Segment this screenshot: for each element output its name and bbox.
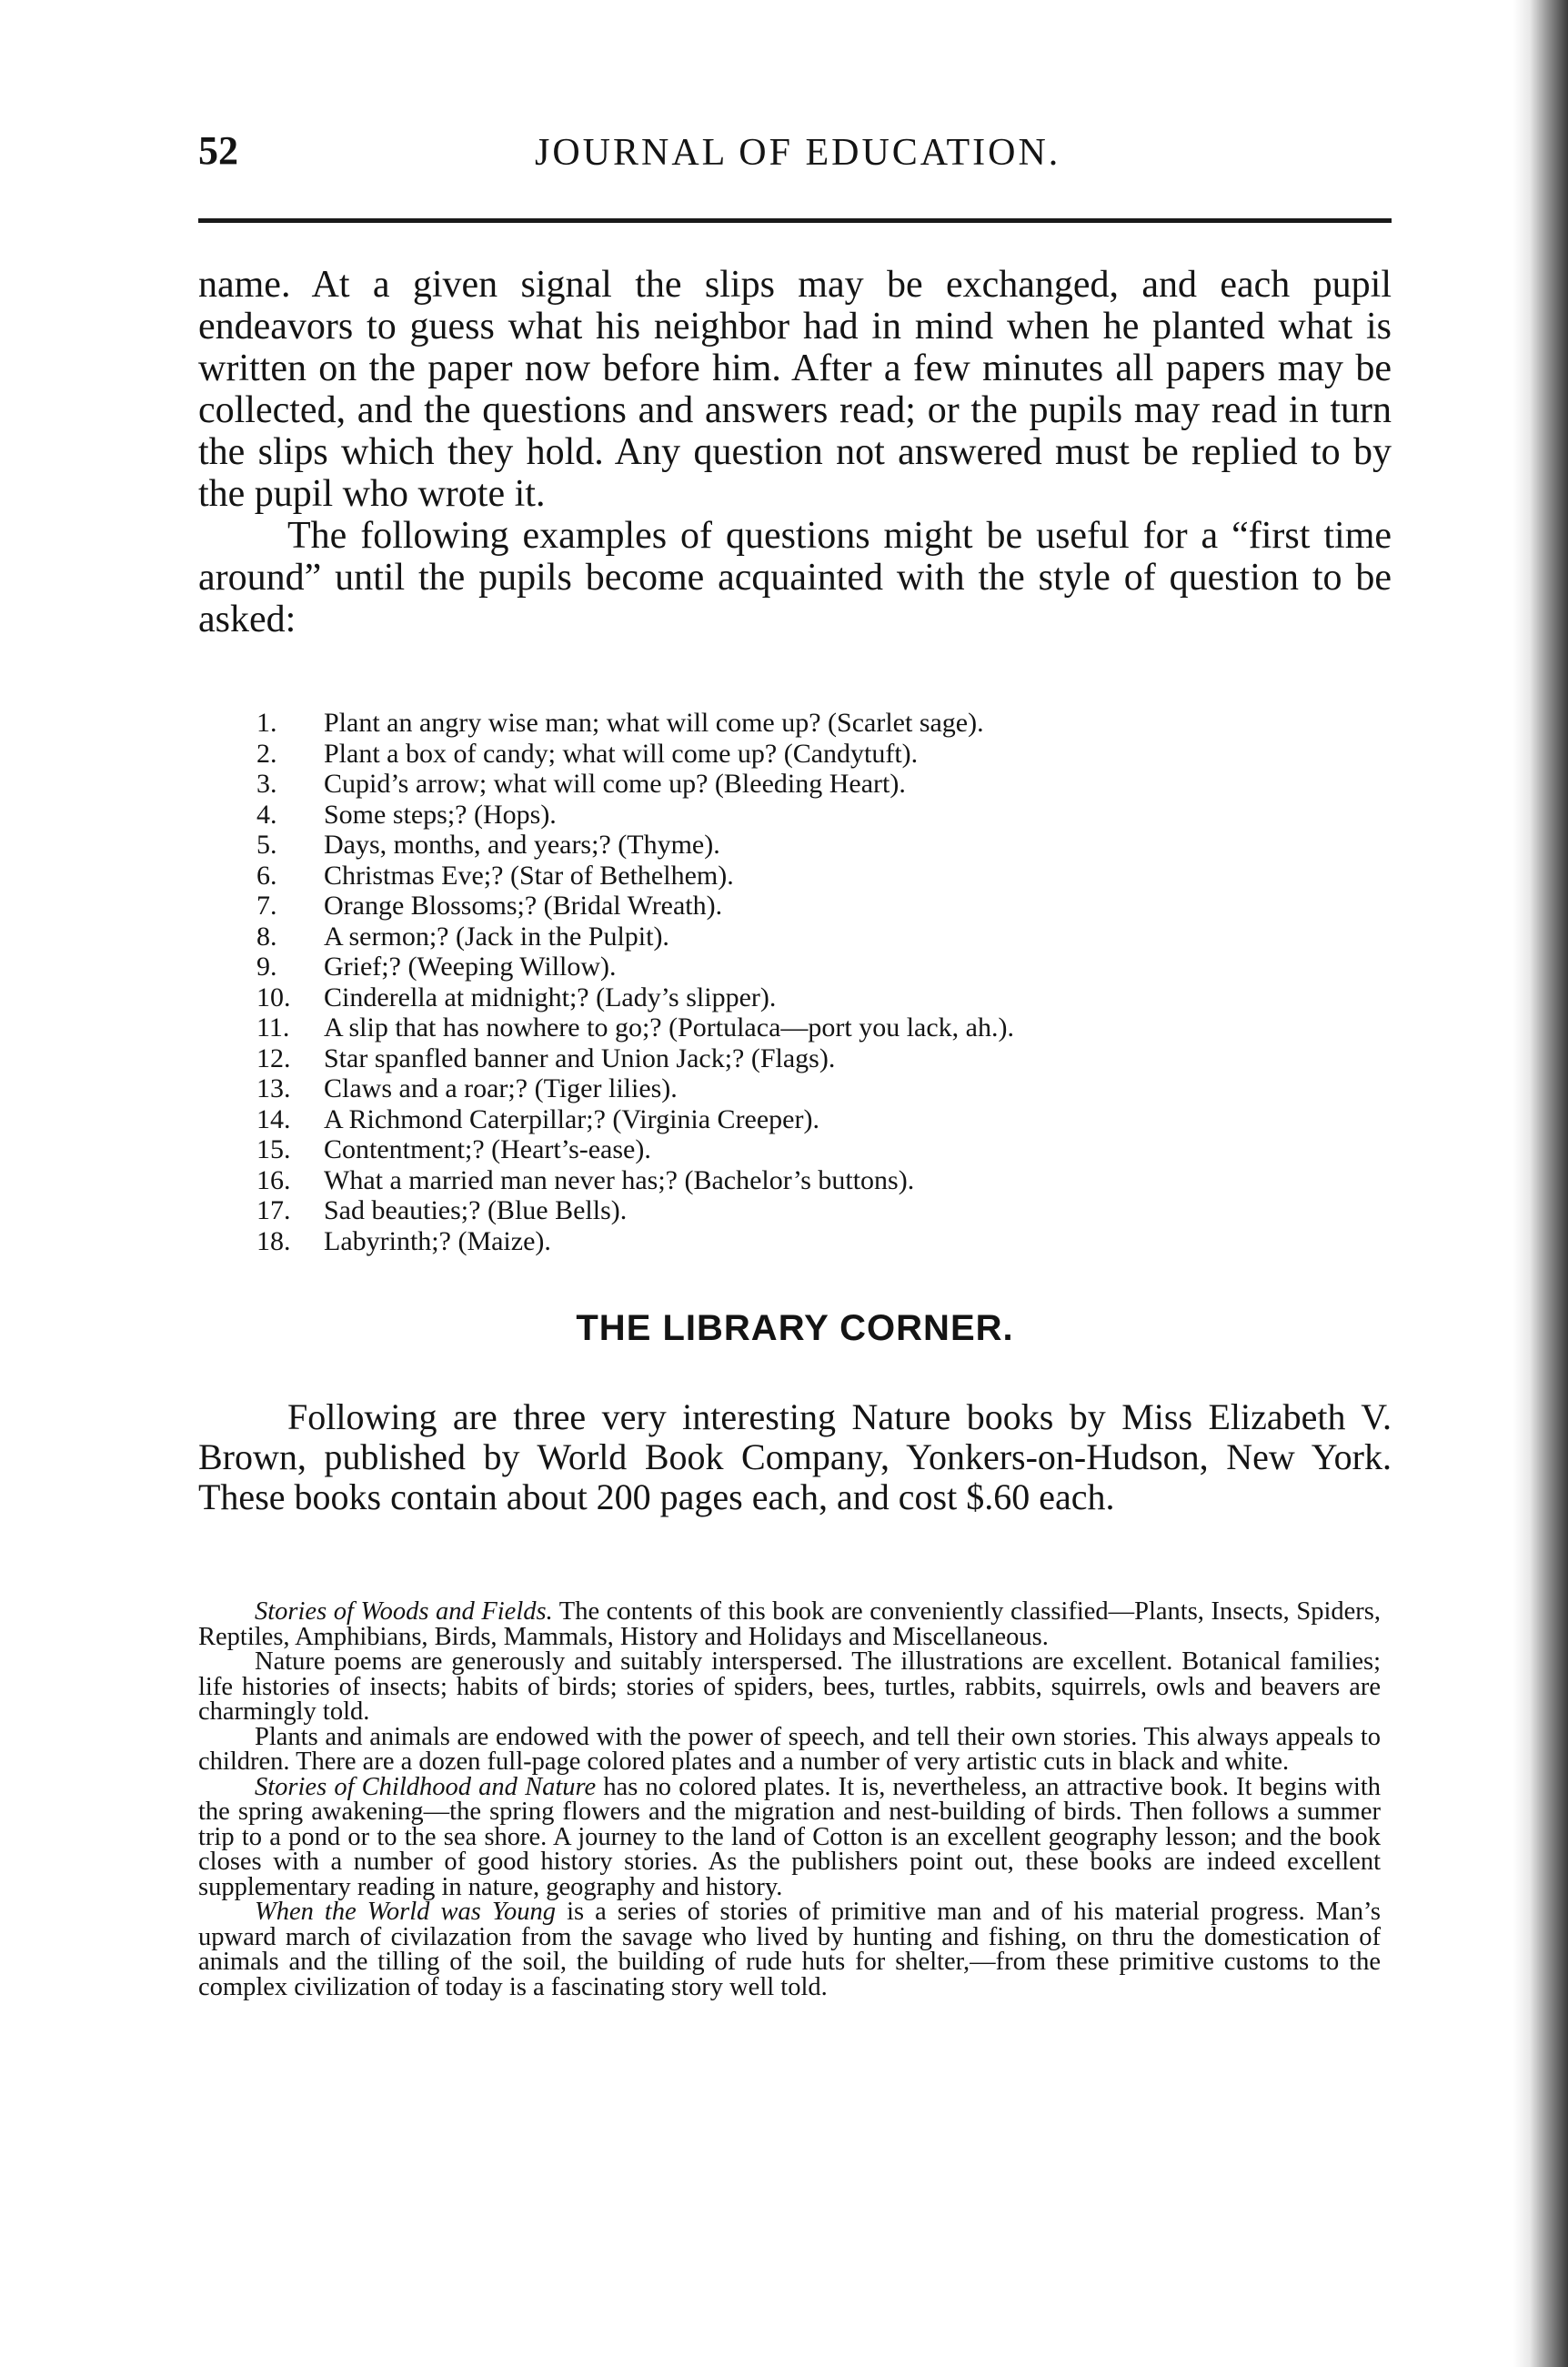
- question-number: 5.: [256, 830, 277, 860]
- question-number: 10.: [256, 982, 291, 1012]
- section-title: THE LIBRARY CORNER.: [576, 1308, 1014, 1348]
- question-number: 11.: [256, 1012, 290, 1042]
- question-number: 9.: [256, 952, 277, 982]
- question-text: Sad beauties;? (Blue Bells).: [324, 1195, 628, 1225]
- list-item: [256, 1012, 1348, 1043]
- list-item: [256, 1073, 1348, 1104]
- list-item: [256, 922, 1348, 952]
- list-item: [256, 1134, 1348, 1165]
- page-binding-edge: [1513, 0, 1568, 2367]
- book-title: Stories of Woods and Fields.: [255, 1597, 553, 1626]
- question-text: Cupid’s arrow; what will come up? (Bleeding Heart).: [324, 769, 906, 799]
- question-number: 18.: [256, 1225, 291, 1256]
- question-number: 16.: [256, 1164, 291, 1195]
- book-title: When the World was Young: [255, 1898, 557, 1926]
- question-text: Plant a box of candy; what will come up? (Candytuft).: [324, 738, 919, 769]
- question-text: A Richmond Caterpillar;? (Virginia Creeper).: [324, 1103, 819, 1134]
- question-text: Labyrinth;? (Maize).: [324, 1225, 551, 1256]
- list-item: [256, 1165, 1348, 1196]
- running-header: [198, 127, 1399, 182]
- question-number: 12.: [256, 1042, 291, 1073]
- list-item: [256, 982, 1348, 1013]
- review-paragraph: [198, 1722, 1381, 1776]
- question-number: 1.: [256, 708, 277, 738]
- review-text: Nature poems are generously and suitably interspersed. The illustrations are excellent. Botanical families; life histories of insects; habits of birds; stories of spiders, bees, turtles, rabbits, squirrels, owls and beavers are charmingly told.: [198, 1647, 1381, 1726]
- question-number: 3.: [256, 769, 277, 799]
- question-text: What a married man never has;? (Bachelor’s buttons).: [324, 1164, 915, 1195]
- question-text: Some steps;? (Hops).: [324, 799, 557, 830]
- question-number: 2.: [256, 738, 277, 769]
- question-number: 4.: [256, 799, 277, 830]
- intro-paragraph-1: name. At a given signal the slips may be exchanged, and each pupil endeavors to guess what his neighbor had in mind when he planted what is written on the paper now before him. After a few minutes all papers may be collected, and the questions and answers read; or the pupils may read in turn the slips which they hold. Any question not answered must be replied to by the pupil who wrote it.: [198, 264, 1392, 515]
- question-text: A slip that has nowhere to go;? (Portulaca—port you lack, ah.).: [324, 1012, 1014, 1042]
- question-list: [256, 708, 1348, 1256]
- book-title: Stories of Childhood and Nature: [255, 1772, 597, 1801]
- question-number: 8.: [256, 921, 277, 952]
- intro-text: [198, 264, 1392, 640]
- list-item: [256, 739, 1348, 770]
- review-paragraph: [198, 1899, 1381, 1999]
- question-number: 7.: [256, 891, 277, 921]
- question-text: Contentment;? (Heart’s-ease).: [324, 1134, 651, 1164]
- book-reviews: [198, 1599, 1381, 1999]
- intro-paragraph-2: The following examples of questions might be useful for a “first time around” until the pupils become acquainted with the style of question to be asked:: [198, 515, 1392, 640]
- review-paragraph: [198, 1649, 1381, 1725]
- list-item: [256, 891, 1348, 922]
- question-number: 6.: [256, 860, 277, 891]
- library-intro: [198, 1397, 1392, 1517]
- review-text: The contents of this book are conveniently classified—Plants, Insects, Spiders, Reptiles, Amphibians, Birds, Mammals, History and Holidays and Miscellaneous.: [198, 1597, 1381, 1651]
- review-text: is a series of stories of primitive man and of his material progress. Man’s upward march of civilazation from the savage who lived by hunting and fishing, on thru the domestication of animals and the tilling of the soil, the building of rude huts for shelter,—from these primitive customs to the complex civilization of today is a fascinating story well told.: [198, 1898, 1381, 2001]
- review-text: has no colored plates. It is, nevertheless, an attractive book. It begins with the spring awakening—the spring flowers and the migration and nest-building of birds. Then follows a summer trip to a pond or to the sea shore. A journey to the land of Cotton is an excellent geography lesson; and the book closes with a number of good history stories. As the publishers point out, these books are indeed excellent supplementary reading in nature, geography and history.: [198, 1772, 1381, 1901]
- list-item: [256, 708, 1348, 739]
- header-rule: [198, 218, 1392, 223]
- list-item: [256, 769, 1348, 800]
- list-item: [256, 800, 1348, 831]
- question-number: 17.: [256, 1195, 291, 1225]
- question-number: 15.: [256, 1134, 291, 1164]
- list-item: [256, 1226, 1348, 1257]
- question-number: 14.: [256, 1103, 291, 1134]
- list-item: [256, 952, 1348, 982]
- list-item: [256, 830, 1348, 861]
- list-item: [256, 1043, 1348, 1074]
- library-intro-paragraph: Following are three very interesting Nature books by Miss Elizabeth V. Brown, published by World Book Company, Yonkers-on-Hudson, New York. These books contain about 200 pages each, and cost $.60 each.: [198, 1396, 1392, 1517]
- list-item: [256, 861, 1348, 891]
- review-paragraph: [198, 1599, 1381, 1649]
- question-text: Claws and a roar;? (Tiger lilies).: [324, 1073, 678, 1103]
- question-text: Grief;? (Weeping Willow).: [324, 952, 617, 982]
- review-text: Plants and animals are endowed with the power of speech, and tell their own stories. This always appeals to children. There are a dozen full-page colored plates and a number of very artistic cuts in black and white.: [198, 1722, 1381, 1776]
- journal-title: JOURNAL OF EDUCATION.: [535, 132, 1061, 174]
- review-paragraph: [198, 1772, 1381, 1901]
- question-text: Star spanfled banner and Union Jack;? (Flags).: [324, 1042, 836, 1073]
- list-item: [256, 1104, 1348, 1135]
- question-text: Christmas Eve;? (Star of Bethelhem).: [324, 860, 734, 891]
- question-text: Plant an angry wise man; what will come up? (Scarlet sage).: [324, 708, 984, 738]
- list-item: [256, 1195, 1348, 1226]
- question-number: 13.: [256, 1073, 291, 1103]
- question-text: Cinderella at midnight;? (Lady’s slipper).: [324, 982, 777, 1012]
- question-text: A sermon;? (Jack in the Pulpit).: [324, 921, 669, 952]
- page-number: 52: [198, 128, 238, 173]
- question-text: Orange Blossoms;? (Bridal Wreath).: [324, 891, 723, 921]
- question-text: Days, months, and years;? (Thyme).: [324, 830, 720, 860]
